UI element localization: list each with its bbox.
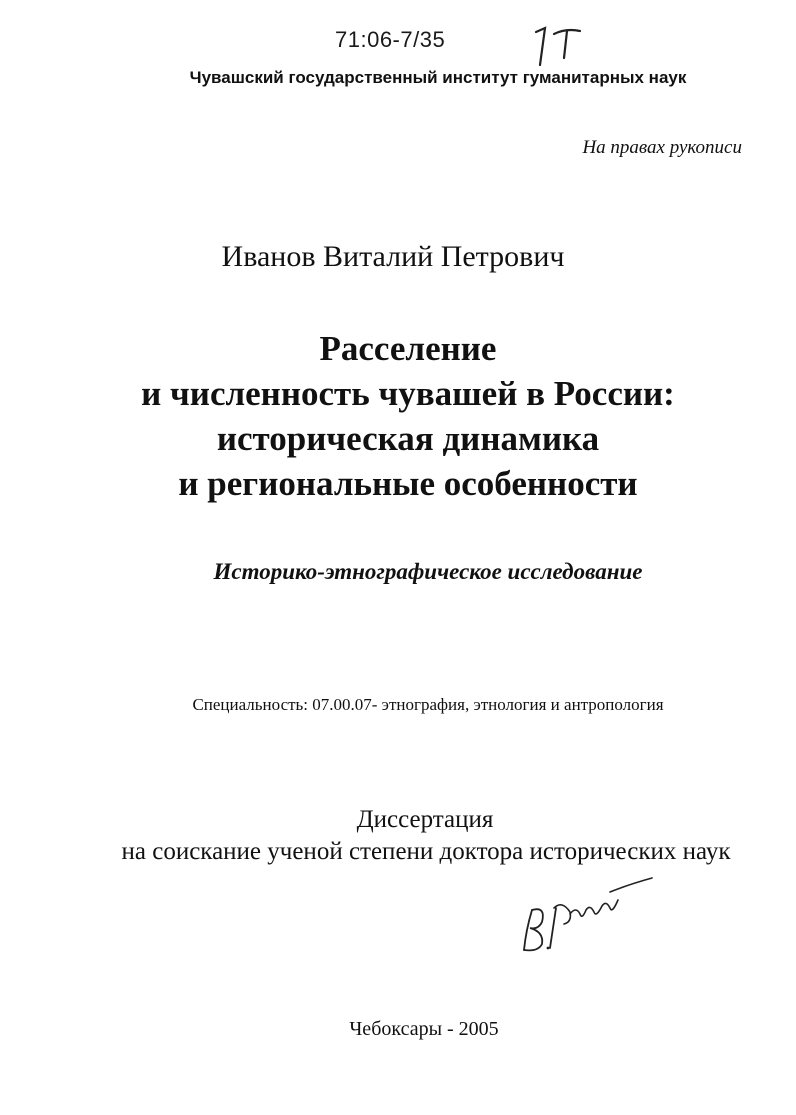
title-line: и региональные особенности — [178, 464, 638, 503]
research-genre: Историко-этнографическое исследование — [213, 559, 643, 584]
author-name: Иванов Виталий Петрович — [221, 240, 565, 273]
author-signature — [510, 870, 660, 960]
degree-line: на соискание ученой степени доктора исторических наук — [121, 838, 731, 865]
city-year: Чебоксары - 2005 — [349, 1018, 499, 1040]
dissertation-title — [10, 326, 796, 506]
institution-name: Чувашский государственный институт гуманитарных наук — [189, 68, 687, 87]
title-line: и численность чувашей в России: — [141, 374, 675, 413]
specialty-line: Специальность: 07.00.07- этнография, этнология и антропология — [192, 695, 664, 714]
title-line: историческая динамика — [216, 419, 600, 458]
title-line: Расселение — [319, 329, 497, 368]
handwritten-mark — [520, 20, 590, 70]
archive-code: 71:06-7/35 — [335, 27, 446, 52]
manuscript-rights-note: На правах рукописи — [582, 137, 742, 158]
dissertation-label: Диссертация — [356, 806, 494, 833]
